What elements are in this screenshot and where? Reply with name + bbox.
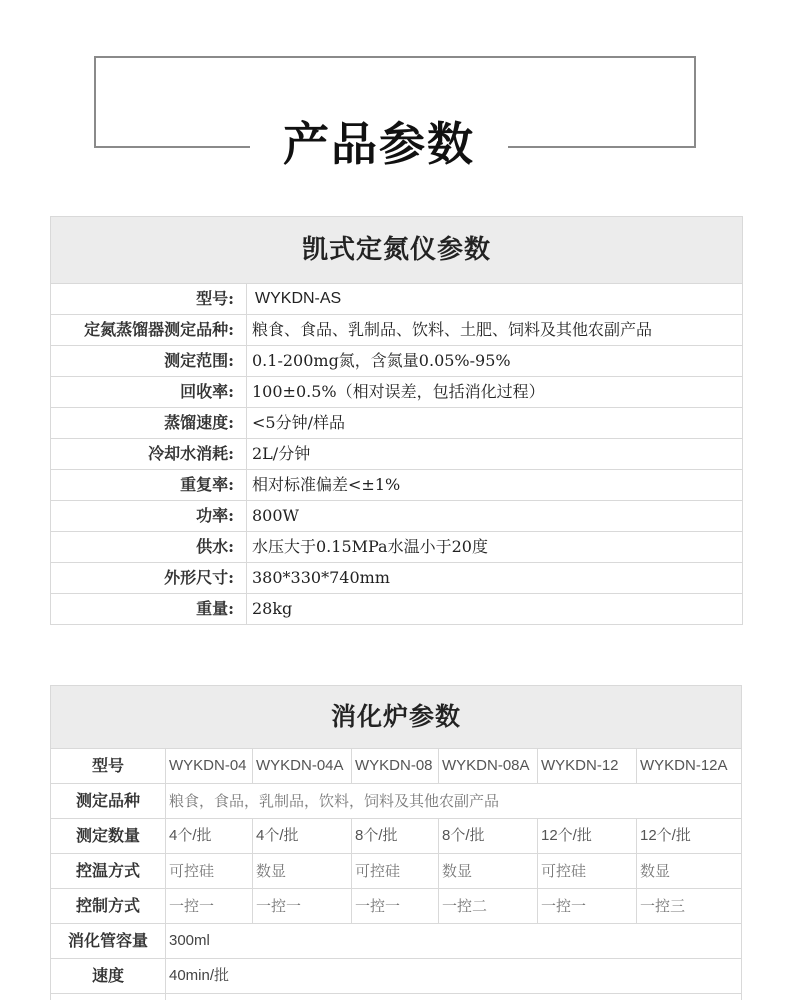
table-row [51, 593, 742, 624]
model-cell: WYKDN-04 [166, 749, 253, 783]
row-label: 测定品种 [51, 784, 166, 818]
table-row [51, 314, 742, 345]
temp-cell: 数显 [439, 854, 538, 888]
quantity-cell: 12个/批 [538, 819, 637, 853]
temp-cell: 可控硅 [166, 854, 253, 888]
row-value: 相对标准偏差<±1% [252, 475, 401, 494]
row-label: 供水: [51, 532, 247, 562]
table-row-quantity [51, 818, 741, 853]
table-row-temp-control [51, 853, 741, 888]
row-label: 控制方式 [51, 889, 166, 923]
row-label: 冷却水消耗: [51, 439, 247, 469]
quantity-cell: 8个/批 [439, 819, 538, 853]
row-value: 水压大于0.15MPa水温小于20度 [252, 537, 488, 556]
table-row [51, 283, 742, 314]
table-row [51, 562, 742, 593]
model-cell: WYKDN-08 [352, 749, 439, 783]
kjeldahl-table-title: 凯式定氮仪参数 [51, 217, 742, 283]
table-row-control-mode [51, 888, 741, 923]
table-row [51, 531, 742, 562]
table-row-variety [51, 783, 741, 818]
control-cell: 一控三 [640, 897, 686, 915]
table-row [51, 376, 742, 407]
digestion-table-title: 消化炉参数 [51, 686, 741, 748]
tube-capacity-value: 300ml [169, 932, 210, 949]
model-cell: WYKDN-12 [538, 749, 637, 783]
table-row [51, 500, 742, 531]
table-row [51, 438, 742, 469]
temp-cell: 数显 [640, 862, 671, 880]
row-label: 速度 [51, 959, 166, 993]
row-value: 0.1-200mg氮，含氮量0.05%-95% [252, 351, 511, 370]
temp-cell: 数显 [253, 854, 352, 888]
row-label: 功率: [51, 501, 247, 531]
table-row [51, 345, 742, 376]
row-label [51, 994, 166, 1000]
row-label: 型号: [51, 284, 247, 314]
digestion-furnace-table [50, 685, 742, 1000]
quantity-cell: 8个/批 [352, 819, 439, 853]
speed-value: 40min/批 [169, 967, 230, 984]
row-label: 回收率: [51, 377, 247, 407]
quantity-cell: 4个/批 [253, 819, 352, 853]
row-value [166, 994, 741, 1000]
row-label: 外形尺寸: [51, 563, 247, 593]
control-cell: 一控一 [253, 889, 352, 923]
row-label: 重量: [51, 594, 247, 624]
temp-cell: 可控硅 [352, 854, 439, 888]
kjeldahl-params-table [50, 216, 743, 625]
model-cell: WYKDN-04A [253, 749, 352, 783]
row-value: 28kg [252, 599, 293, 618]
row-value: 380*330*740mm [252, 568, 390, 587]
row-label: 型号 [51, 749, 166, 783]
row-value: WYKDN-AS [255, 290, 342, 307]
model-cell: WYKDN-12A [640, 757, 728, 774]
row-label: 消化管容量 [51, 924, 166, 958]
control-cell: 一控二 [439, 889, 538, 923]
row-label: 蒸馏速度: [51, 408, 247, 438]
variety-value: 粮食，食品，乳制品，饮料，饲料及其他农副产品 [169, 792, 500, 810]
table-row-model [51, 748, 741, 783]
table-row [51, 993, 741, 1000]
quantity-cell: 12个/批 [640, 827, 691, 844]
row-label: 重复率: [51, 470, 247, 500]
row-label: 测定数量 [51, 819, 166, 853]
control-cell: 一控一 [166, 889, 253, 923]
row-value: <5分钟/样品 [252, 413, 345, 432]
model-cell: WYKDN-08A [439, 749, 538, 783]
page-title: 产品参数 [283, 117, 475, 171]
control-cell: 一控一 [538, 889, 637, 923]
row-label: 定氮蒸馏器测定品种: [51, 315, 247, 345]
row-label: 控温方式 [51, 854, 166, 888]
row-value: 粮食、食品、乳制品、饮料、土肥、饲料及其他农副产品 [252, 320, 653, 339]
row-value: 100±0.5%（相对误差，包括消化过程） [252, 382, 545, 401]
row-label: 测定范围: [51, 346, 247, 376]
table-row [51, 407, 742, 438]
row-value: 2L/分钟 [252, 444, 311, 463]
temp-cell: 可控硅 [538, 854, 637, 888]
row-value: 800W [252, 506, 299, 525]
table-row-speed [51, 958, 741, 993]
table-row [51, 469, 742, 500]
control-cell: 一控一 [352, 889, 439, 923]
quantity-cell: 4个/批 [166, 819, 253, 853]
table-row-tube-capacity [51, 923, 741, 958]
